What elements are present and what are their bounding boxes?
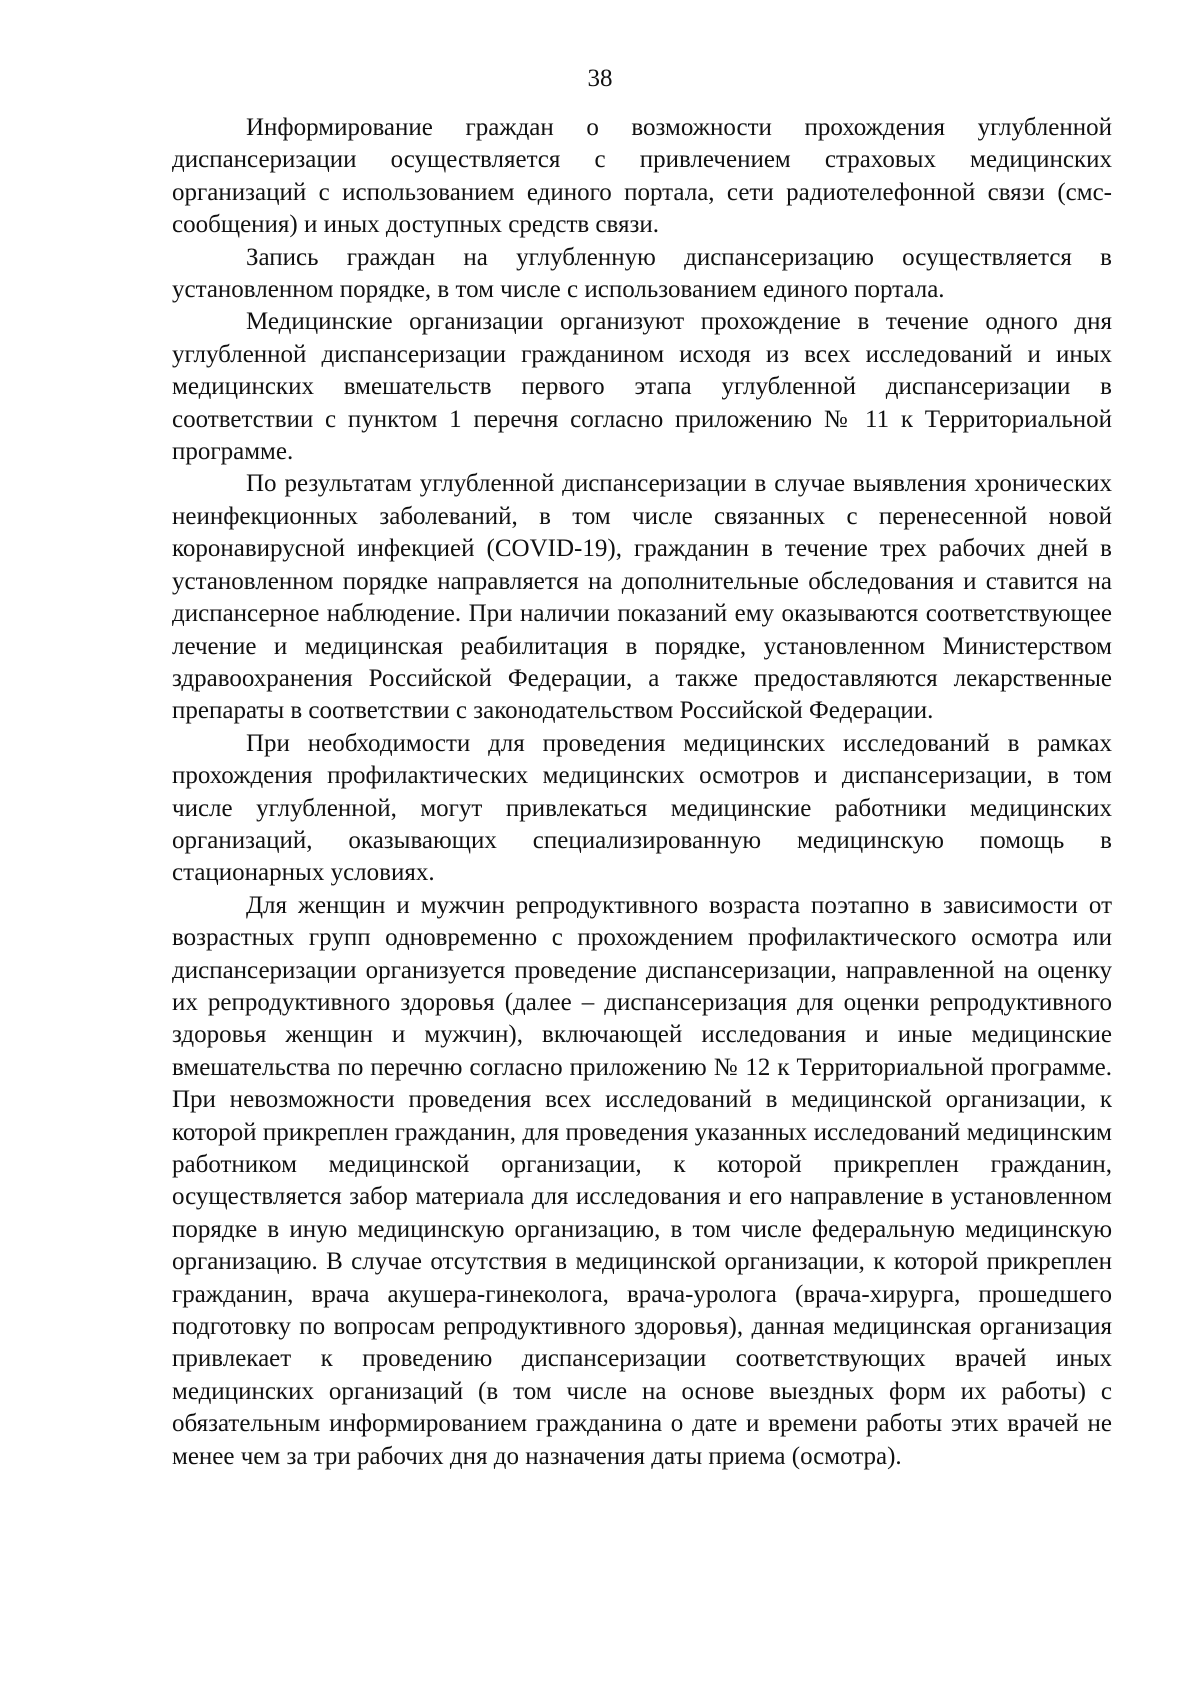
paragraph-one-day-examination: Медицинские организации организуют прохождение в течение одного дня углубленной диспансеризации гражданином исходя из всех исследований и иных медицинских вмешательств первого этапа углубленной диспансеризации в соответствии с пунктом 1 перечня согласно приложению № 11 к Территориальной программе. (172, 308, 1112, 466)
page-number: 38 (587, 65, 613, 92)
paragraph-informing-citizens: Информирование граждан о возможности прохождения углубленной диспансеризации осуществляется с привлечением страховых медицинских организаций с использованием единого портала, сети радиотелефонной связи (смс-сообщения) и иных доступных средств связи. (172, 114, 1112, 239)
paragraph-medical-workers: При необходимости для проведения медицинских исследований в рамках прохождения профилактических медицинских осмотров и диспансеризации, в том числе углубленной, могут привлекаться медицинские работники медицинских организаций, оказывающих специализированную медицинскую помощь в стационарных условиях. (172, 729, 1112, 887)
paragraph-results-follow-up: По результатам углубленной диспансеризации в случае выявления хронических неинфекционных заболеваний, в том числе связанных с перенесенной новой коронавирусной инфекцией (COVID-19), гражданин в течение трех рабочих дней в установленном порядке направляется на дополнительные обследования и ставится на диспансерное наблюдение. При наличии показаний ему оказываются соответствующее лечение и медицинская реабилитация в порядке, установленном Министерством здравоохранения Российской Федерации, а также предоставляются лекарственные препараты в соответствии с законодательством Российской Федерации. (172, 470, 1112, 725)
paragraph-reproductive-health: Для женщин и мужчин репродуктивного возраста поэтапно в зависимости от возрастных групп одновременно с прохождением профилактического осмотра или диспансеризации организуется проведение диспансеризации, направленной на оценку их репродуктивного здоровья (далее – диспансеризация для оценки репродуктивного здоровья женщин и мужчин), включающей исследования и иные медицинские вмешательства по перечню согласно приложению № 12 к Территориальной программе. При невозможности проведения всех исследований в медицинской организации, к которой прикреплен гражданин, для проведения указанных исследований медицинским работником медицинской организации, к которой прикреплен гражданин, осуществляется забор материала для исследования и его направление в установленном порядке в иную медицинскую организацию, в том числе федеральную медицинскую организацию. В случае отсутствия в медицинской организации, к которой прикреплен гражданин, врача акушера-гинеколога, врача-уролога (врача-хирурга, прошедшего подготовку по вопросам репродуктивного здоровья), данная медицинская организация привлекает к проведению диспансеризации соответствующих врачей иных медицинских организаций (в том числе на основе выездных форм их работы) с обязательным информированием гражданина о дате и времени работы этих врачей не менее чем за три рабочих дня до назначения даты приема (осмотра). (172, 891, 1112, 1470)
document-body (172, 112, 1112, 1473)
paragraph-registration: Запись граждан на углубленную диспансеризацию осуществляется в установленном порядке, в том числе с использованием единого портала. (172, 243, 1112, 304)
